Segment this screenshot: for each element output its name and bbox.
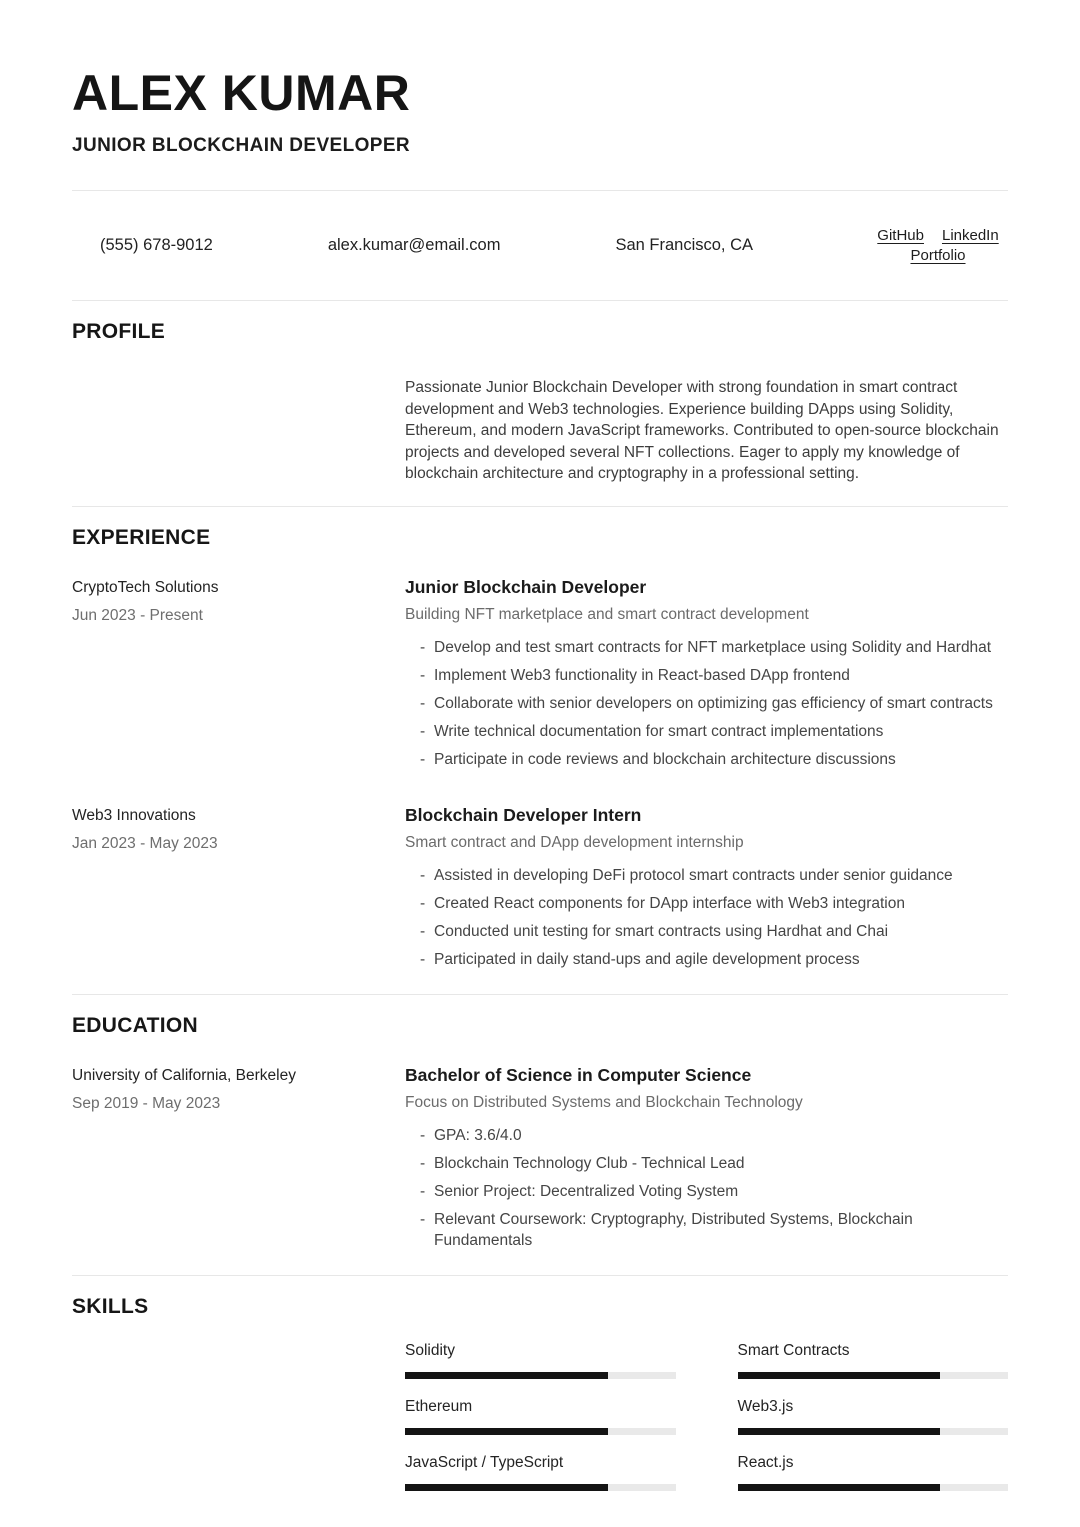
contact-links [868, 227, 1008, 264]
entry-right [405, 577, 1008, 777]
position-title: Blockchain Developer Intern [405, 804, 642, 825]
bullet-item: - Collaborate with senior developers on optimizing gas efficiency of smart contracts [405, 693, 1008, 714]
header [72, 66, 1008, 157]
skill-bar-track [405, 1484, 676, 1491]
position-subtitle: Building NFT marketplace and smart contract development [405, 605, 809, 623]
email-address: alex.kumar@email.com [327, 236, 501, 254]
bullet-item: - Conducted unit testing for smart contracts using Hardhat and Chai [405, 921, 1008, 942]
skill-name: JavaScript / TypeScript [405, 1453, 564, 1471]
bullet-item: - Implement Web3 functionality in React-based DApp frontend [405, 665, 1008, 686]
bullet-list [405, 1125, 1008, 1251]
skill-bar-fill [405, 1372, 608, 1379]
degree-title: Bachelor of Science in Computer Science [405, 1064, 752, 1085]
bullet-item: - Assisted in developing DeFi protocol smart contracts under senior guidance [405, 865, 1008, 886]
date-range: Jan 2023 - May 2023 [72, 834, 218, 852]
skill-bar-fill [738, 1484, 941, 1491]
skill-item [738, 1398, 1009, 1435]
bullet-item: - Senior Project: Decentralized Voting System [405, 1181, 1008, 1202]
skill-bar-fill [405, 1428, 608, 1435]
education-heading: EDUCATION [72, 1013, 198, 1037]
experience-entry [72, 577, 1008, 777]
bullet-item: - Blockchain Technology Club - Technical Lead [405, 1153, 1008, 1174]
skill-bar-track [738, 1484, 1009, 1491]
skills-section [72, 1295, 1008, 1491]
entry-left [72, 1065, 405, 1258]
skill-item [738, 1342, 1009, 1379]
education-section [72, 1014, 1008, 1275]
skill-item [405, 1342, 676, 1379]
person-name: ALEX KUMAR [72, 65, 411, 121]
skill-name: Web3.js [737, 1397, 794, 1415]
bullet-item: - Participate in code reviews and blockchain architecture discussions [405, 749, 1008, 770]
spacer [72, 1342, 405, 1491]
skill-bar-track [405, 1372, 676, 1379]
skill-item [738, 1454, 1009, 1491]
entry-left [72, 805, 405, 977]
position-subtitle: Smart contract and DApp development internship [405, 833, 744, 851]
skill-bar-fill [738, 1372, 941, 1379]
linkedin-link[interactable]: LinkedIn [941, 227, 999, 244]
experience-entry [72, 805, 1008, 994]
skills-heading: SKILLS [72, 1294, 149, 1318]
entry-left [72, 577, 405, 777]
skill-bar-fill [405, 1484, 608, 1491]
skill-item [405, 1454, 676, 1491]
profile-section [72, 320, 1008, 506]
contact-bar [72, 191, 1008, 300]
company-name: CryptoTech Solutions [72, 578, 219, 596]
date-range: Sep 2019 - May 2023 [72, 1094, 221, 1112]
skill-bar-track [405, 1428, 676, 1435]
skill-bar-fill [738, 1428, 941, 1435]
date-range: Jun 2023 - Present [72, 606, 203, 624]
skill-item [405, 1398, 676, 1435]
position-title: Junior Blockchain Developer [405, 576, 647, 597]
bullet-item: - Relevant Coursework: Cryptography, Distributed Systems, Blockchain Fundamentals [405, 1209, 1008, 1251]
skill-bar-track [738, 1372, 1009, 1379]
location: San Francisco, CA [615, 236, 754, 254]
divider [72, 1275, 1008, 1276]
skill-name: React.js [737, 1453, 794, 1471]
skill-name: Smart Contracts [737, 1341, 850, 1359]
profile-text: Passionate Junior Blockchain Developer with strong foundation in smart contract development and Web3 technologies. Experience building DApps using Solidity, Ethereum, and modern JavaScript frameworks. Contributed to open-source blockchain projects and developed several NFT collections. Eager to apply my knowledge of blockchain architecture and cryptography in a professional setting. [405, 379, 999, 483]
entry-right [405, 1065, 1008, 1258]
bullet-list [405, 865, 1008, 970]
degree-subtitle: Focus on Distributed Systems and Blockchain Technology [405, 1093, 803, 1111]
divider [72, 994, 1008, 995]
bullet-item: - GPA: 3.6/4.0 [405, 1125, 1008, 1146]
github-link[interactable]: GitHub [877, 227, 924, 244]
portfolio-link[interactable]: Portfolio [910, 247, 966, 264]
bullet-item: - Created React components for DApp interface with Web3 integration [405, 893, 1008, 914]
skill-bar-track [738, 1428, 1009, 1435]
bullet-item: - Write technical documentation for smart contract implementations [405, 721, 1008, 742]
experience-heading: EXPERIENCE [72, 525, 211, 549]
education-entry [72, 1065, 1008, 1275]
company-name: Web3 Innovations [72, 806, 196, 824]
phone-number: (555) 678-9012 [100, 236, 213, 254]
profile-heading: PROFILE [72, 320, 166, 343]
divider [72, 300, 1008, 301]
person-job-title: JUNIOR BLOCKCHAIN DEVELOPER [72, 135, 411, 156]
bullet-item: - Participated in daily stand-ups and agile development process [405, 949, 1008, 970]
experience-section [72, 526, 1008, 994]
divider [72, 506, 1008, 507]
skills-grid [405, 1342, 1008, 1491]
spacer [72, 377, 405, 506]
skill-name: Ethereum [405, 1397, 473, 1415]
skill-name: Solidity [405, 1341, 455, 1359]
bullet-item: - Develop and test smart contracts for NFT marketplace using Solidity and Hardhat [405, 637, 1008, 658]
bullet-list [405, 637, 1008, 770]
entry-right [405, 805, 1008, 977]
school-name: University of California, Berkeley [72, 1066, 296, 1084]
